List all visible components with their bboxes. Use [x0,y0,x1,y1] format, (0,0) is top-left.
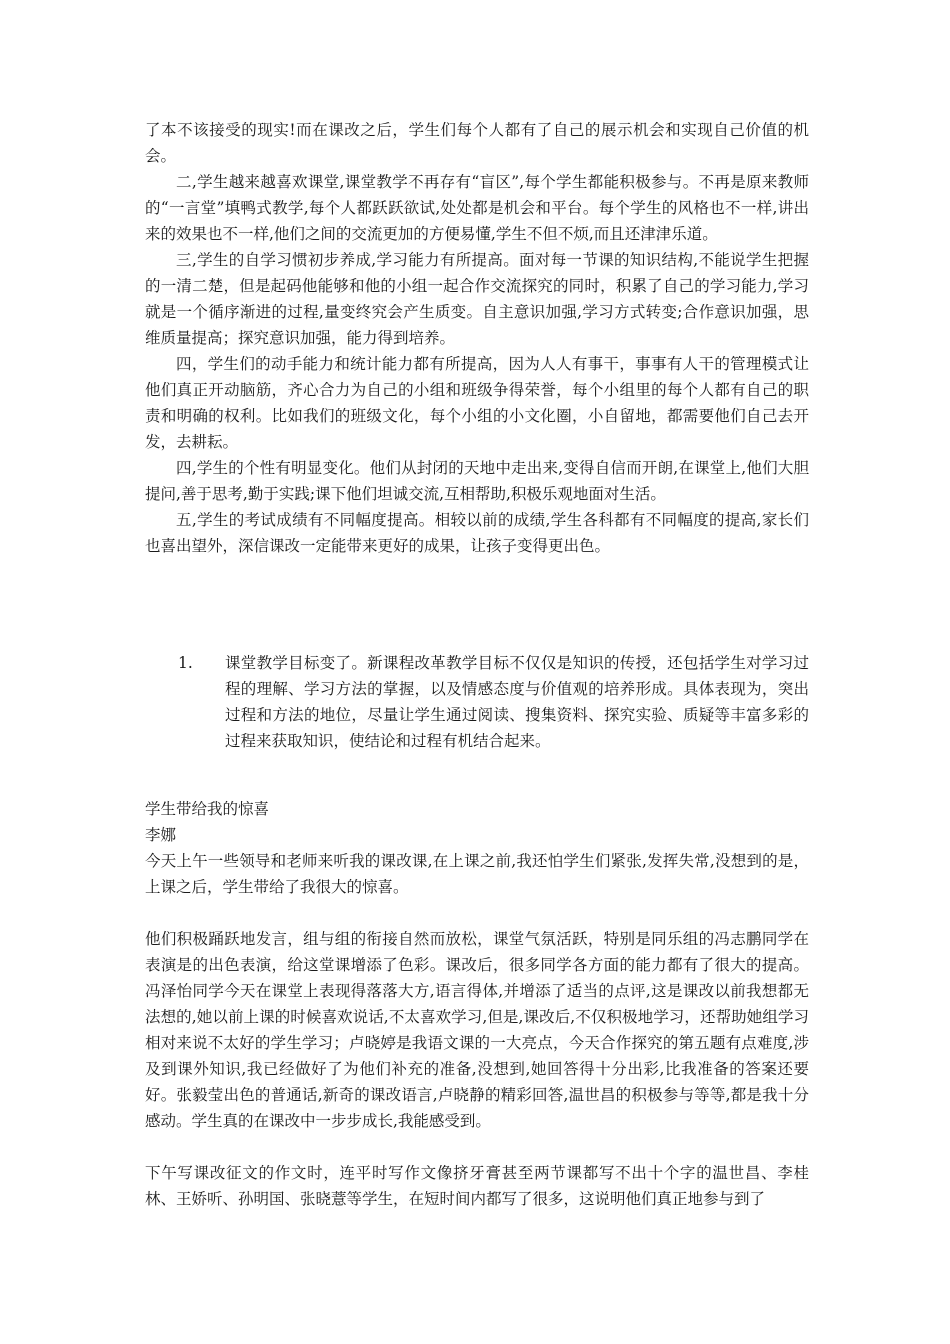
essay-section [145,796,809,1212]
paragraph-gap [145,1134,809,1160]
list-item [145,650,809,754]
top-text-block [145,117,809,559]
essay-paragraph-2: 他们积极踊跃地发言，组与组的衔接自然而放松，课堂气氛活跃，特别是同乐组的冯志鹏同学在表演是的出色表演，给这堂课增添了色彩。课改后，很多同学各方面的能力都有了很大的提高。冯泽怡同学今天在课堂上表现得落落大方,语言得体,并增添了适当的点评,这是课改以前我想都无法想的,她以前上课的时候喜欢说话,不太喜欢学习,但是,课改后,不仅积极地学习，还帮助她组学习相对来说不太好的学生学习；卢晓婷是我语文课的一大亮点，今天合作探究的第五题有点难度,涉及到课外知识,我已经做好了为他们补充的准备,没想到,她回答得十分出彩,比我准备的答案还要好。张毅莹出色的普通话,新奇的课改语言,卢晓静的精彩回答,温世昌的积极参与等等,都是我十分感动。学生真的在课改中一步步成长,我能感受到。 [145,930,809,1130]
essay-paragraph-1: 今天上午一些领导和老师来听我的课改课,在上课之前,我还怕学生们紧张,发挥失常,没想到的是，上课之后，学生带给了我很大的惊喜。 [145,852,809,896]
paragraph-continuation: 了本不该接受的现实!而在课改之后，学生们每个人都有了自己的展示机会和实现自己价值的机会。 [145,121,809,165]
essay-title: 学生带给我的惊喜 [145,800,270,818]
numbered-list [145,650,809,754]
essay-paragraph-3: 下午写课改征文的作文时，连平时写作文像挤牙膏甚至两节课都写不出十个字的温世昌、李桂林、王娇听、孙明国、张晓薏等学生，在短时间内都写了很多，这说明他们真正地参与到了 [145,1164,809,1208]
essay-author: 李娜 [145,826,177,844]
paragraph-point-3: 三,学生的自学习惯初步养成,学习能力有所提高。面对每一节课的知识结构,不能说学生把握的一清二楚，但是起码他能够和他的小组一起合作交流探究的同时，积累了自己的学习能力,学习就是一个循序渐进的过程,量变终究会产生质变。自主意识加强,学习方式转变;合作意识加强，思维质量提高；探究意识加强，能力得到培养。 [145,251,809,347]
paragraph-gap [145,900,809,926]
paragraph-point-5: 五,学生的考试成绩有不同幅度提高。相较以前的成绩,学生各科都有不同幅度的提高,家长们也喜出望外，深信课改一定能带来更好的成果，让孩子变得更出色。 [145,511,809,555]
paragraph-point-4a: 四，学生们的动手能力和统计能力都有所提高，因为人人有事干，事事有人干的管理模式让他们真正开动脑筋，齐心合力为自己的小组和班级争得荣誉，每个小组里的每个人都有自己的职责和明确的权利。比如我们的班级文化，每个小组的小文化圈，小自留地，都需要他们自己去开发，去耕耘。 [145,355,809,451]
paragraph-point-2: 二,学生越来越喜欢课堂,课堂教学不再存有“盲区”,每个学生都能积极参与。不再是原来教师的“一言堂”填鸭式教学,每个人都跃跃欲试,处处都是机会和平台。每个学生的风格也不一样,讲出来的效果也不一样,他们之间的交流更加的方便易懂,学生不但不烦,而且还津津乐道。 [145,173,809,243]
paragraph-point-4b: 四,学生的个性有明显变化。他们从封闭的天地中走出来,变得自信而开朗,在课堂上,他们大胆提问,善于思考,勤于实践;课下他们坦诚交流,互相帮助,积极乐观地面对生活。 [145,459,809,503]
list-item-text: 课堂教学目标变了。新课程改革教学目标不仅仅是知识的传授，还包括学生对学习过程的理解、学习方法的掌握，以及情感态度与价值观的培养形成。具体表现为，突出过程和方法的地位，尽量让学生通过阅读、搜集资料、探究实验、质疑等丰富多彩的过程来获取知识，使结论和过程有机结合起来。 [225,654,809,750]
list-number: 1. [178,654,193,672]
